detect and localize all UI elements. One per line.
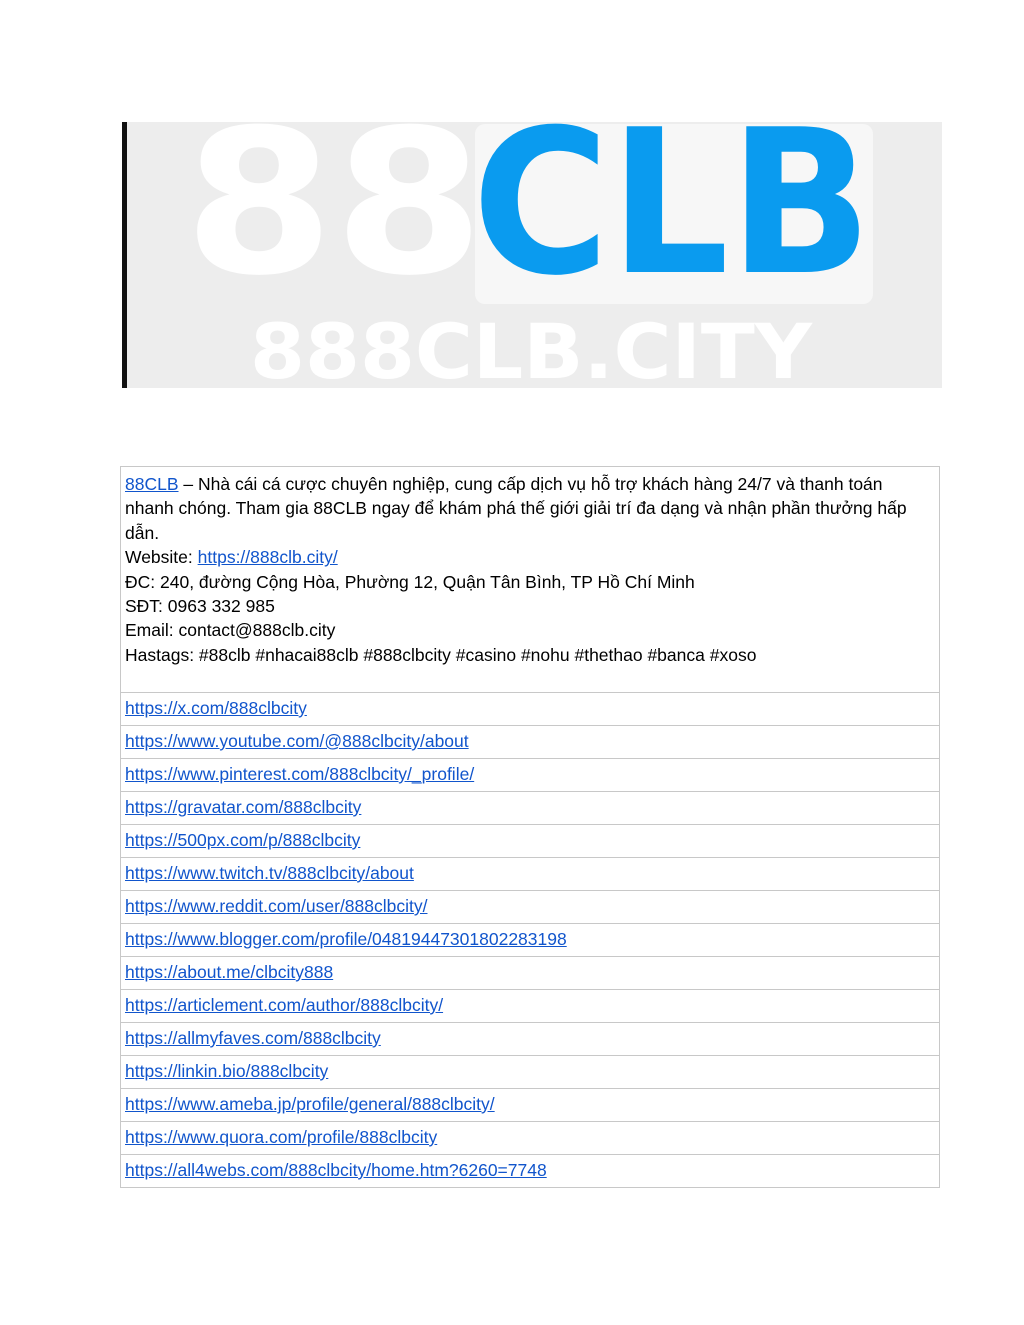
link-cell [121, 1155, 940, 1188]
link-cell [121, 693, 940, 726]
social-link[interactable]: https://www.twitch.tv/888clbcity/about [125, 863, 414, 883]
link-cell [121, 726, 940, 759]
social-link[interactable]: https://500px.com/p/888clbcity [125, 830, 361, 850]
link-row [121, 957, 940, 990]
social-link[interactable]: https://www.quora.com/profile/888clbcity [125, 1127, 438, 1147]
hashtags-line: Hastags: #88clb #nhacai88clb #888clbcity #casino #nohu #thethao #banca #xoso [125, 644, 757, 665]
social-link[interactable]: https://articlement.com/author/888clbcity/ [125, 995, 444, 1015]
link-cell [121, 957, 940, 990]
website-label: Website: [125, 547, 198, 568]
phone-line: SĐT: 0963 332 985 [125, 596, 275, 617]
logo-side-bar [122, 122, 127, 388]
social-link[interactable]: https://all4webs.com/888clbcity/home.htm?6260=7748 [125, 1160, 547, 1180]
social-link[interactable]: https://allmyfaves.com/888clbcity [125, 1028, 381, 1048]
link-row [121, 924, 940, 957]
logo-banner [122, 122, 942, 388]
link-cell [121, 858, 940, 891]
address-line: ĐC: 240, đường Cộng Hòa, Phường 12, Quận Tân Bình, TP Hồ Chí Minh [125, 571, 695, 592]
website-link[interactable]: https://888clb.city/ [197, 547, 338, 568]
link-row [121, 858, 940, 891]
social-link[interactable]: https://gravatar.com/888clbcity [125, 797, 362, 817]
logo-numbers: 88 [184, 122, 484, 320]
social-link[interactable]: https://x.com/888clbcity [125, 698, 307, 718]
link-row [121, 990, 940, 1023]
link-cell [121, 1089, 940, 1122]
link-cell [121, 825, 940, 858]
link-row [121, 726, 940, 759]
email-line: Email: contact@888clb.city [125, 620, 336, 641]
info-table [120, 466, 940, 1188]
social-link[interactable]: https://www.reddit.com/user/888clbcity/ [125, 896, 428, 916]
link-row [121, 1155, 940, 1188]
brand-link[interactable]: 88CLB [125, 474, 179, 494]
link-cell [121, 1122, 940, 1155]
social-link[interactable]: https://www.blogger.com/profile/04819447301802283198 [125, 929, 567, 949]
description-text: – Nhà cái cá cược chuyên nghiệp, cung cấp dịch vụ hỗ trợ khách hàng 24/7 và thanh toán nhanh chóng. Tham gia 88CLB ngay để khám phá thế giới giải trí đa dạng và nhận phần thưởng hấp dẫn. [125, 474, 907, 543]
link-cell [121, 759, 940, 792]
social-link[interactable]: https://www.ameba.jp/profile/general/888clbcity/ [125, 1094, 495, 1114]
link-row [121, 1023, 940, 1056]
intro-cell [121, 467, 940, 693]
link-cell [121, 990, 940, 1023]
intro-row [121, 467, 940, 693]
social-link[interactable]: https://www.youtube.com/@888clbcity/about [125, 731, 469, 751]
link-row [121, 792, 940, 825]
link-cell [121, 924, 940, 957]
link-row [121, 1056, 940, 1089]
logo-domain: 888CLB.CITY [250, 307, 813, 388]
link-row [121, 693, 940, 726]
link-cell [121, 1056, 940, 1089]
link-row [121, 1089, 940, 1122]
social-link[interactable]: https://www.pinterest.com/888clbcity/_profile/ [125, 764, 475, 784]
logo-letters: CLB [472, 122, 872, 320]
link-cell [121, 792, 940, 825]
intro-description [125, 472, 935, 545]
social-link[interactable]: https://linkin.bio/888clbcity [125, 1061, 329, 1081]
link-row [121, 759, 940, 792]
link-row [121, 1122, 940, 1155]
website-line [125, 545, 935, 569]
link-cell [121, 1023, 940, 1056]
link-row [121, 825, 940, 858]
link-cell [121, 891, 940, 924]
social-link[interactable]: https://about.me/clbcity888 [125, 962, 334, 982]
link-row [121, 891, 940, 924]
brand-logo [122, 122, 942, 388]
